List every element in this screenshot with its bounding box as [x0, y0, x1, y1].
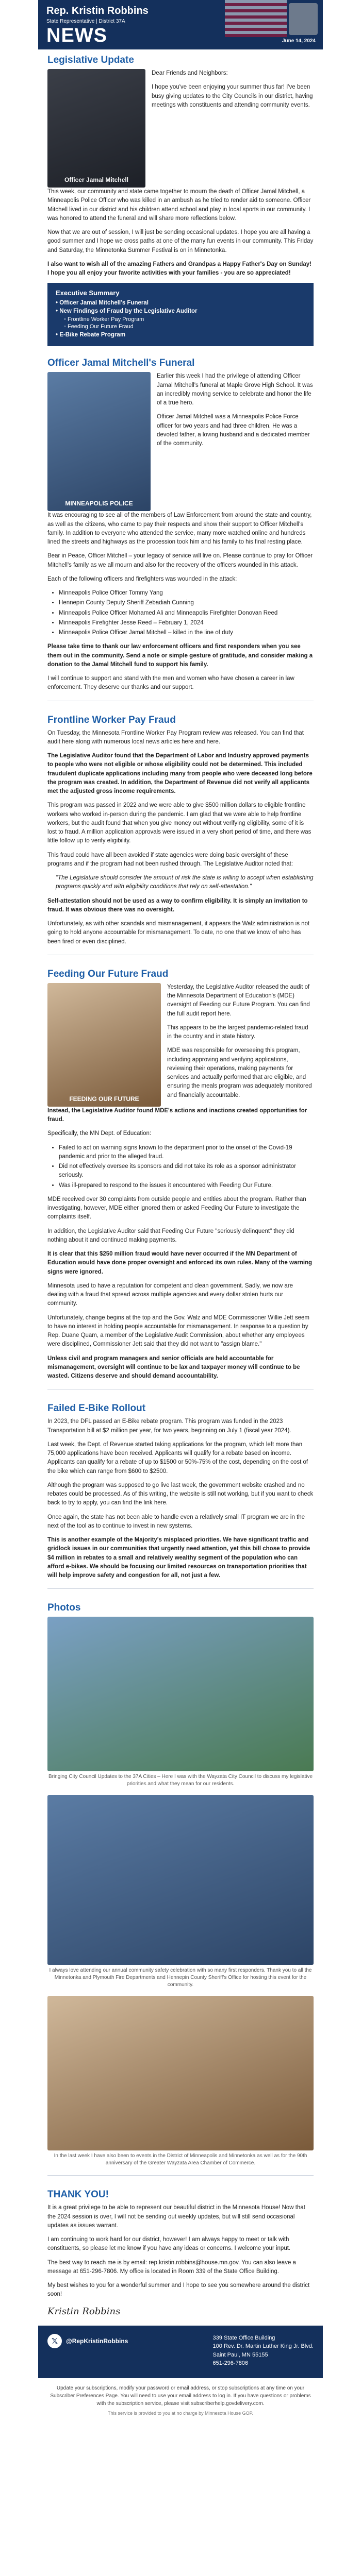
divider: [47, 2175, 314, 2176]
signature: Kristin Robbins: [47, 2306, 121, 2317]
section-title-frontline: Frontline Worker Pay Fraud: [47, 714, 176, 725]
section-title-photos: Photos: [47, 1602, 81, 1614]
address-line-3: Saint Paul, MN 55155: [212, 2351, 268, 2358]
newsletter: [38, 0, 323, 2421]
list-item: • Hennepin County Deputy Sheriff Zebadiah Cunning: [59, 599, 314, 607]
funeral-paragraph-2: Officer Jamal Mitchell was a Minneapolis Police Force officer for two years and had three children. He was a devoted father, a loving husband and a dedicated member of the community.: [157, 414, 310, 447]
frontline-paragraph-4: This fraud could have all been avoided if state agencies were doing basic oversight of these programs and if the program had not been rushed through. The Legislative Auditor noted that:: [47, 852, 293, 867]
funeral-photo: [47, 372, 151, 511]
exec-item-funeral[interactable]: • Officer Jamal Mitchell's Funeral: [56, 300, 149, 307]
list-item: • Minneapolis Police Officer Tommy Yang: [59, 589, 314, 598]
section-title-thank-you: THANK YOU!: [47, 2189, 109, 2200]
exec-item-ebike[interactable]: • E-Bike Rebate Program: [56, 332, 126, 338]
intro-paragraph-1: I hope you've been enjoying your summer thus far! I've been busy giving updates to the City Councils in our district, having meetings with constituents and attending community events.: [152, 84, 313, 108]
address-line-1: 339 State Office Building: [212, 2334, 275, 2341]
list-item: • Was ill-prepared to respond to the issues it encountered with Feeding Our Future.: [59, 1181, 314, 1190]
feeding-paragraph-1: Yesterday, the Legislative Auditor released the audit of the Minnesota Department of Education's (MDE) oversight of Feeding our Future Program. You can find the full audit report here.: [167, 984, 310, 1017]
service-notice: This service is provided to you at no charge by Minnesota House GOP.: [108, 2410, 253, 2416]
feeding-paragraph-8: It is clear that this $250 million fraud would have never occurred if the MN Department of Education would have done proper oversight and enforced its own rules. Many of the warning signs were ignored.: [47, 1251, 313, 1275]
photo-caption-1: Bringing City Council Updates to the 37A Cities – Here I was with the Wayzata City Council to discuss my legislative priorities and what they mean for our residents.: [48, 1774, 313, 1787]
feeding-paragraph-7: In addition, the Legislative Auditor said that Feeding Our Future "seriously delinquent" they did nothing about it and continued making payments.: [47, 1228, 294, 1243]
frontline-paragraph-5: Self-attestation should not be used as a way to confirm eligibility. It is simply an invitation to fraud. It was obvious there was no oversight.: [47, 897, 308, 913]
rep-name: Rep. Kristin Robbins: [46, 5, 149, 16]
photo-city-council: [47, 1617, 314, 1771]
funeral-paragraph-7: I will continue to support and stand with the men and women who have chosen a career in law enforcement. They deserve our thanks and our support.: [47, 675, 294, 691]
thankyou-paragraph-1: It is a great privilege to be able to represent our beautiful district in the Minnesota House! Now that the 2024 session is over, I will not be sending out weekly updates, but will still send occasional updates as issues warrant.: [47, 2205, 305, 2229]
officer-portrait: [47, 69, 145, 188]
ebike-paragraph-3: Although the program was supposed to go live last week, the government website crashed and no rebates could be processed. As of this writing, the website is still not working, but if you want to check back to try to apply, you can find the link here.: [47, 1482, 314, 1506]
feeding-row: [47, 983, 314, 1107]
feeding-paragraph-3: MDE was responsible for overseeing this program, including approving and verifying applications, reviewing their operations, making payments for services and actually performed that are eligible, and ensuring the meals program was adequately monitored and financially accountable.: [167, 1047, 312, 1098]
intro-paragraph-2: This week, our community and state came together to mourn the death of Officer Jamal Mitchell, a Minneapolis Police Officer who was killed in an ambush as he tried to render aid to someone. Officer Mitchell lived in our district and his children attend school and play in local sports in our community. I was honored to attend the funeral and will share more reflections below.: [47, 189, 311, 222]
section-title-funeral: Officer Jamal Mitchell's Funeral: [47, 358, 195, 369]
frontline-paragraph-1: On Tuesday, the Minnesota Frontline Worker Pay Program review was released. You can find that audit here along with numerous local news articles here and here.: [47, 730, 304, 745]
funeral-paragraph-4: Bear in Peace, Officer Mitchell – your legacy of service will live on. Please continue to pray for Officer Mitchell's family as we all mourn and also for the recovery of the officers wounded in this attack.: [47, 553, 313, 568]
auditor-quote: "The Legislature should consider the amount of risk the state is willing to accept when establishing programs quickly and with eligibility conditions that rely on self-attestation.": [56, 875, 314, 890]
thankyou-paragraph-4: My best wishes to you for a wonderful summer and I hope to see you somewhere around the district soon!: [47, 2282, 310, 2298]
ebike-paragraph-1: In 2023, the DFL passed an E-Bike rebate program. This program was funded in the 2023 Transportation bill at $2 million per year, for two years, beginning on July 1 (fiscal year 2024).: [47, 1418, 291, 1434]
feeding-paragraph-4: Instead, the Legislative Auditor found MDE's actions and inactions created opportunities for fraud.: [47, 1107, 307, 1123]
photo-chamber-event: [47, 1996, 314, 2150]
feeding-paragraph-10: Unfortunately, change begins at the top and the Gov. Walz and MDE Commissioner Willie Jett seem to have no interest in holding people accountable for mismanagement. In response to a question by Rep. Duane Quam, a member of the Legislative Audit Commission, about whether any employees were disciplined, Commissioner Jett said that they did not want to "assign blame.": [47, 1314, 309, 1348]
mde-findings-list: [47, 1144, 314, 1190]
section-title-feeding: Feeding Our Future Fraud: [47, 968, 169, 979]
funeral-paragraph-5: Each of the following officers and firefighters was wounded in the attack:: [47, 575, 237, 582]
funeral-paragraph-6: Please take time to thank our law enforcement officers and first responders when you see them out in the community. Send a note or simple gesture of gratitude, and consider making a donation to the Jamal Mitchell fund to support his family.: [47, 643, 313, 668]
executive-summary: [47, 283, 314, 346]
section-title-ebike: Failed E-Bike Rollout: [47, 1403, 146, 1414]
funeral-row: [47, 372, 314, 511]
intro-row: [47, 69, 314, 188]
list-item: • Minneapolis Firefighter Jesse Reed – February 1, 2024: [59, 619, 314, 628]
photo-caption-3: In the last week I have also been to events in the District of Minneapolis and Minnetonka as well as for the 90th anniversary of the Greater Wayzata Area Chamber of Commerce.: [54, 2153, 307, 2166]
office-phone: 651-296-7806: [212, 2360, 249, 2366]
ebike-paragraph-2: Last week, the Dept. of Revenue started taking applications for the program, which left more than 75,000 applications have been received. Applicants will qualify for a rebate based on income. Applicants can qualify for a rebate of up to $1500 or 50%-75% of the cost, depending on the cost of the bike which can range from $600 to $2500.: [47, 1441, 308, 1475]
address-line-2: 100 Rev. Dr. Martin Luther King Jr. Blvd.: [212, 2343, 314, 2349]
frontline-paragraph-3: This program was passed in 2022 and we were able to give $500 million dollars to eligible frontline workers who worked in-person during the pandemic. I am glad that we were able to help frontline workers, but the audit found that when you give money out without verifying eligibility, some of it is lost to fraud. A million application approvals were issued in a very short period of time, and there was little follow up to verify eligibility.: [47, 802, 311, 844]
feeding-text: [167, 983, 314, 1107]
subscription-notice[interactable]: Update your subscriptions, modify your password or email address, or stop subscriptions at any time on your Subscriber Preferences Page. You will need to use your email address to log in. If you have questions or problems with the subscription service, please visit subscriberhelp.govdelivery.com.: [50, 2385, 311, 2406]
photo-caption-2: I always love attending our annual community safety celebration with so many first responders. Thank you to all the Minnetonka and Plymouth Fire Departments and Hennepin County Sheriff's Office for hosting this event for the community.: [49, 1968, 312, 1988]
thankyou-paragraph-3: The best way to reach me is by email: rep.kristin.robbins@house.mn.gov. You can also leave a message at 651-296-7806. My office is located in Room 339 of the State Office Building.: [47, 2259, 296, 2275]
ebike-paragraph-4: Once again, the state has not been able to handle even a relatively small IT program we are in the next of the tool as to continue to invest in new systems.: [47, 1514, 305, 1529]
newsletter-header: [38, 0, 323, 49]
feeding-paragraph-2: This appears to be the largest pandemic-related fraud in the country and in state history.: [167, 1024, 308, 1040]
feeding-paragraph-5: Specifically, the MN Dept. of Education:: [47, 1130, 152, 1137]
twitter-handle: @RepKristinRobbins: [66, 2337, 128, 2345]
flag-graphic: [225, 0, 287, 37]
feeding-paragraph-6: MDE received over 30 complaints from outside people and entities about the program. Rather than investigating, however, MDE either ignored them or asked Feeding Our Future to investigate the complaints itself.: [47, 1196, 306, 1221]
section-title-legislative-update: Legislative Update: [47, 55, 134, 65]
issue-date: June 14, 2024: [282, 38, 316, 44]
feeding-photo: [47, 983, 161, 1107]
rep-headshot: [289, 3, 318, 35]
intro-paragraph-3: Now that we are out of session, I will just be sending occasional updates. I hope you are all having a good summer and I hope we cross paths at one of the many fun events in our community. This Friday and Saturday, the Minnetonka Summer Festival is on in Minnetonka.: [47, 229, 314, 253]
funeral-photo-text: MINNEAPOLIS POLICE: [65, 500, 133, 507]
exec-subitem-feeding[interactable]: ◦ Feeding Our Future Fraud: [64, 324, 134, 330]
twitter-icon: 𝕏: [47, 2334, 62, 2348]
frontline-paragraph-2: The Legislative Auditor found that the Department of Labor and Industry approved payments to people who were not eligible or whose eligibility could not be determined. This included fraudulent duplicate applications including many from people who were deceased long before the program was created. In addition, the Department of Revenue did not verify all applicants met the adjusted gross income requirements.: [47, 753, 313, 794]
office-address: [213, 2334, 314, 2368]
intro-text: [152, 69, 314, 188]
portrait-caption: Officer Jamal Mitchell: [64, 176, 129, 183]
greeting: Dear Friends and Neighbors:: [152, 70, 228, 76]
photo-safety-event: [47, 1795, 314, 1965]
feeding-paragraph-9: Minnesota used to have a reputation for competent and clean government. Sadly, we now are dealing with a fraud that spread across multiple agencies and every dollar stolen hurts our community.: [47, 1282, 293, 1307]
thankyou-paragraph-2: I am continuing to work hard for our district, however! I am always happy to meet or talk with constituents, so please let me know if you have any ideas or concerns. I welcome your input.: [47, 2236, 291, 2252]
district-label: State Representative | District 37A: [46, 19, 125, 24]
wounded-list: [47, 589, 314, 637]
footer: [38, 2326, 323, 2378]
list-item: • Minneapolis Police Officer Mohamed Ali and Minneapolis Firefighter Donovan Reed: [59, 609, 314, 618]
exec-summary-title: Executive Summary: [56, 289, 120, 297]
exec-item-fraud[interactable]: • New Findings of Fraud by the Legislative Auditor: [56, 308, 198, 315]
frontline-paragraph-6: Unfortunately, as with other scandals and mismanagement, it appears the Walz administration is not going to hold anyone accountable for mismanagement. To date, no one that we know of who has been fired or even disciplined.: [47, 921, 310, 945]
funeral-paragraph-1: Earlier this week I had the privilege of attending Officer Jamal Mitchell's funeral at Maple Grove High School. It was an incredibly moving service to celebrate and honor the life of a true hero.: [157, 373, 313, 406]
feeding-paragraph-11: Unless civil and program managers and senior officials are held accountable for mismanagement, oversight will continue to be lax and taxpayer money will continue to be wasted. Citizens deserve and should demand accountability.: [47, 1355, 300, 1379]
list-item: • Minneapolis Police Officer Jamal Mitchell – killed in the line of duty: [59, 629, 314, 637]
divider: [47, 1588, 314, 1589]
list-item: • Failed to act on warning signs known to the department prior to the onset of the Covid-19 pandemic and prior to the alleged fraud.: [59, 1144, 314, 1162]
funeral-text: [157, 372, 314, 511]
feeding-photo-text: FEEDING OUR FUTURE: [69, 1095, 139, 1103]
funeral-paragraph-3: It was encouraging to see all of the members of Law Enforcement from around the state and country, as well as the citizens, who came to pay their respects and show their support to Officer Mitchell's family. In addition to everyone who attended the service, many more watched online and hundreds lined the streets and highways as the procession took him and his family to his final resting place.: [47, 512, 312, 545]
news-title: NEWS: [46, 25, 107, 46]
intro-paragraph-4: I also want to wish all of the amazing Fathers and Grandpas a Happy Father's Day on Sunday! I hope you all enjoy your favorite activities with your families - you are so appreciated!: [47, 261, 312, 276]
ebike-paragraph-5: This is another example of the Majority's misplaced priorities. We have significant traffic and gridlock issues in our communities that urgently need attention, yet this bill chose to provide $4 million in rebates to a small and relatively wealthy segment of the population who can afford e-bikes. We should be focusing our limited resources on transportation priorities that will help improve safety and congestion for all, not just a few.: [47, 1537, 310, 1579]
exec-subitem-frontline[interactable]: ◦ Frontline Worker Pay Program: [64, 316, 144, 323]
list-item: • Did not effectively oversee its sponsors and did not take its role as a sponsor administrator seriously.: [59, 1162, 314, 1180]
twitter-link[interactable]: [47, 2334, 128, 2348]
